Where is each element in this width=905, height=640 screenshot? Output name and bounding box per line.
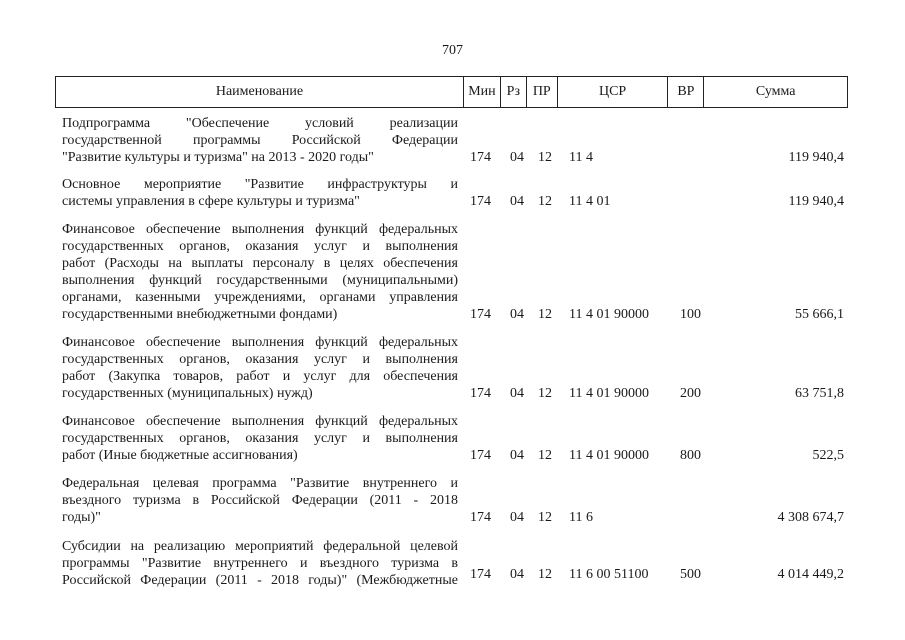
row-name <box>62 176 458 210</box>
row-name-line: Подпрограмма "Обеспечение условий реализации <box>62 116 458 131</box>
row-name-line: Российской Федерации (2011 - 2018 годы)" (Межбюджетные <box>62 573 458 588</box>
row-name-line: системы управления в сфере культуры и туризма" <box>62 194 360 209</box>
row-sum: 119 940,4 <box>788 194 844 209</box>
row-rz: 04 <box>510 194 524 209</box>
row-rz: 04 <box>510 448 524 463</box>
row-name <box>62 334 458 402</box>
row-csr: 11 6 <box>569 510 593 525</box>
row-name-line: "Развитие культуры и туризма" на 2013 - 2020 годы" <box>62 150 374 165</box>
row-csr: 11 4 01 <box>569 194 611 209</box>
row-min: 174 <box>470 194 491 209</box>
table-header <box>55 76 848 108</box>
row-min: 174 <box>470 307 491 322</box>
row-rz: 04 <box>510 386 524 401</box>
header-min: Мин <box>464 77 501 107</box>
row-min: 174 <box>470 150 491 165</box>
row-name-line: программы "Развитие внутреннего и въездного туризма в <box>62 556 458 571</box>
row-name-line: Финансовое обеспечение выполнения функций федеральных <box>62 335 458 350</box>
row-name-line: Финансовое обеспечение выполнения функций федеральных <box>62 222 458 237</box>
row-csr: 11 4 01 90000 <box>569 386 649 401</box>
row-min: 174 <box>470 386 491 401</box>
row-name-line: государственными внебюджетными фондами) <box>62 307 338 322</box>
row-rz: 04 <box>510 510 524 525</box>
row-csr: 11 4 <box>569 150 593 165</box>
header-pr: ПР <box>527 77 558 107</box>
row-vr: 100 <box>680 307 701 322</box>
row-min: 174 <box>470 510 491 525</box>
row-name-line: выполнения функций государственными (муниципальными) <box>62 273 458 288</box>
row-name-line: въездного туризма в Российской Федерации (2011 - 2018 <box>62 493 458 508</box>
row-name <box>62 115 458 166</box>
row-name <box>62 538 458 589</box>
row-name-line: работ (Расходы на выплаты персоналу в целях обеспечения <box>62 256 458 271</box>
row-pr: 12 <box>538 510 552 525</box>
row-name-line: органами, казенными учреждениями, органами управления <box>62 290 458 305</box>
header-csr: ЦСР <box>558 77 669 107</box>
row-sum: 63 751,8 <box>795 386 844 401</box>
row-name-line: государственных (муниципальных) нужд) <box>62 386 313 401</box>
row-sum: 4 014 449,2 <box>777 567 844 582</box>
row-name-line: государственных органов, оказания услуг и выполнения <box>62 239 458 254</box>
row-sum: 119 940,4 <box>788 150 844 165</box>
row-sum: 55 666,1 <box>795 307 844 322</box>
row-pr: 12 <box>538 307 552 322</box>
row-rz: 04 <box>510 307 524 322</box>
row-pr: 12 <box>538 150 552 165</box>
row-min: 174 <box>470 567 491 582</box>
row-name-line: Основное мероприятие "Развитие инфраструктуры и <box>62 177 458 192</box>
row-name-line: Финансовое обеспечение выполнения функций федеральных <box>62 414 458 429</box>
header-sum: Сумма <box>755 84 796 99</box>
row-pr: 12 <box>538 448 552 463</box>
row-name-line: работ (Закупка товаров, работ и услуг для обеспечения <box>62 369 458 384</box>
row-name-line: государственной программы Российской Федерации <box>62 133 458 148</box>
row-name-line: Субсидии на реализацию мероприятий федеральной целевой <box>62 539 458 554</box>
row-vr: 500 <box>680 567 701 582</box>
row-pr: 12 <box>538 386 552 401</box>
row-csr: 11 4 01 90000 <box>569 307 649 322</box>
header-rz: Рз <box>501 77 527 107</box>
row-pr: 12 <box>538 567 552 582</box>
row-csr: 11 4 01 90000 <box>569 448 649 463</box>
row-name-line: Федеральная целевая программа "Развитие внутреннего и <box>62 476 458 491</box>
row-rz: 04 <box>510 567 524 582</box>
row-vr: 800 <box>680 448 701 463</box>
row-vr: 200 <box>680 386 701 401</box>
row-name-line: годы)" <box>62 510 101 525</box>
row-name <box>62 475 458 526</box>
row-name <box>62 221 458 323</box>
row-sum: 4 308 674,7 <box>777 510 844 525</box>
row-sum: 522,5 <box>812 448 844 463</box>
row-name-line: работ (Иные бюджетные ассигнования) <box>62 448 298 463</box>
row-name-line: государственных органов, оказания услуг и выполнения <box>62 352 458 367</box>
row-csr: 11 6 00 51100 <box>569 567 649 582</box>
row-name <box>62 413 458 464</box>
row-rz: 04 <box>510 150 524 165</box>
row-name-line: государственных органов, оказания услуг и выполнения <box>62 431 458 446</box>
header-vr: ВР <box>668 77 704 107</box>
page-number: 707 <box>442 43 463 58</box>
row-pr: 12 <box>538 194 552 209</box>
header-name: Наименование <box>56 77 464 107</box>
row-min: 174 <box>470 448 491 463</box>
